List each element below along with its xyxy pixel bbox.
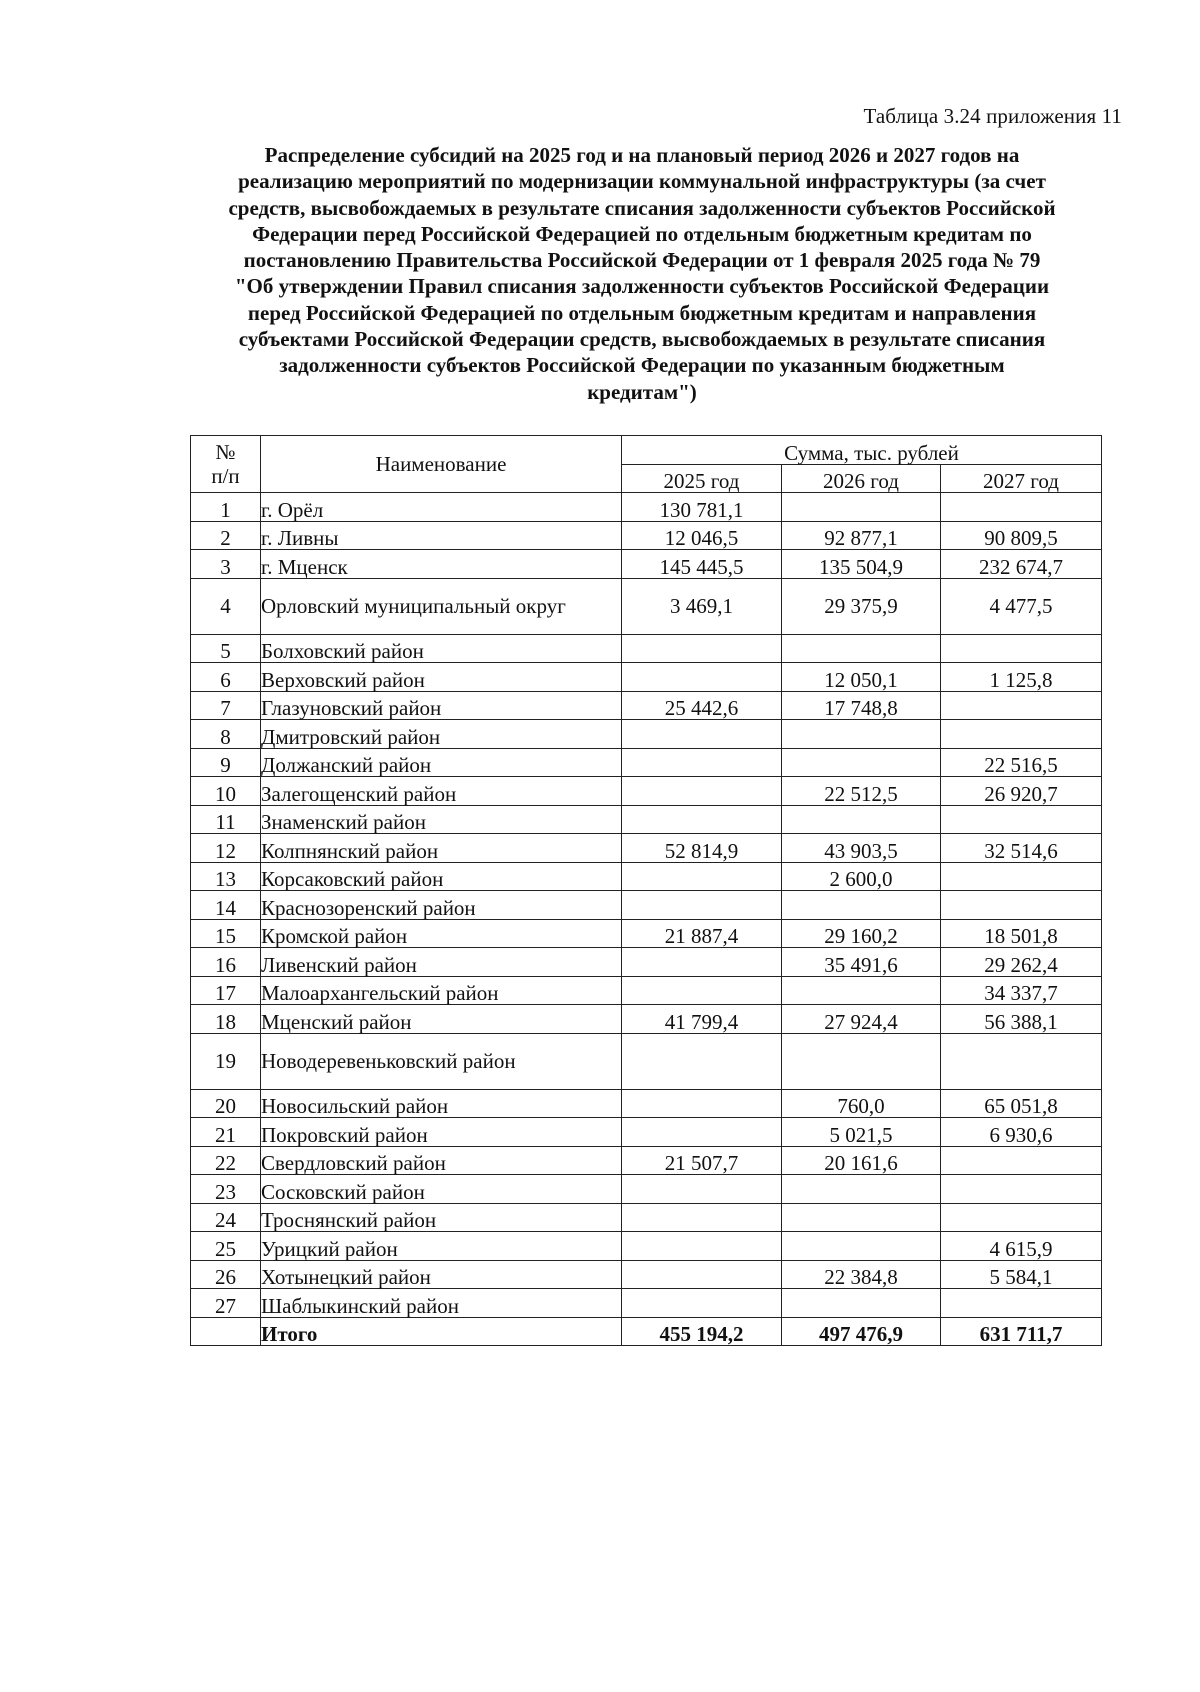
table-body (191, 493, 1102, 1318)
row-value-2026 (782, 1289, 941, 1318)
table-row (191, 948, 1102, 977)
row-value-2025: 130 781,1 (622, 493, 782, 522)
table-row (191, 521, 1102, 550)
row-name: Хотынецкий район (261, 1260, 622, 1289)
row-number: 5 (191, 634, 261, 663)
title-line: средств, высвобождаемых в результате списания задолженности субъектов Российской (228, 195, 1056, 220)
title-line: Федерации перед Российской Федерацией по отдельным бюджетным кредитам по (252, 221, 1032, 246)
row-name: г. Ливны (261, 521, 622, 550)
row-value-2027: 34 337,7 (941, 976, 1102, 1005)
title-line: задолженности субъектов Российской Федерации по указанным бюджетным (279, 353, 1005, 378)
row-name: Орловский муниципальный округ (261, 578, 622, 634)
row-value-2027 (941, 1289, 1102, 1318)
total-label: Итого (261, 1317, 622, 1346)
row-number: 4 (191, 578, 261, 634)
row-value-2027 (941, 862, 1102, 891)
row-number: 11 (191, 805, 261, 834)
row-value-2026 (782, 493, 941, 522)
row-number: 6 (191, 663, 261, 692)
row-value-2026 (782, 634, 941, 663)
table-row (191, 1203, 1102, 1232)
table-row (191, 919, 1102, 948)
row-value-2025 (622, 1033, 782, 1089)
row-number: 24 (191, 1203, 261, 1232)
row-number: 12 (191, 834, 261, 863)
row-value-2025: 12 046,5 (622, 521, 782, 550)
row-value-2027: 5 584,1 (941, 1260, 1102, 1289)
row-name: Болховский район (261, 634, 622, 663)
total-2026: 497 476,9 (782, 1317, 941, 1346)
table-header-row (191, 436, 1102, 465)
row-value-2025: 21 887,4 (622, 919, 782, 948)
row-name: Мценский район (261, 1005, 622, 1034)
row-value-2025: 52 814,9 (622, 834, 782, 863)
row-value-2027: 90 809,5 (941, 521, 1102, 550)
row-name: Должанский район (261, 748, 622, 777)
row-number: 22 (191, 1146, 261, 1175)
title-line: "Об утверждении Правил списания задолженности субъектов Российской Федерации (234, 274, 1050, 299)
row-value-2026: 29 160,2 (782, 919, 941, 948)
row-value-2026 (782, 805, 941, 834)
row-number: 25 (191, 1232, 261, 1261)
row-value-2027 (941, 1175, 1102, 1204)
row-value-2025 (622, 1089, 782, 1118)
row-name: г. Мценск (261, 550, 622, 579)
row-value-2025: 41 799,4 (622, 1005, 782, 1034)
table-row (191, 1260, 1102, 1289)
table-row (191, 550, 1102, 579)
row-value-2026: 22 512,5 (782, 777, 941, 806)
row-value-2025 (622, 862, 782, 891)
row-name: Колпнянский район (261, 834, 622, 863)
row-value-2027: 1 125,8 (941, 663, 1102, 692)
table-row (191, 634, 1102, 663)
row-value-2027: 4 477,5 (941, 578, 1102, 634)
row-value-2027 (941, 1203, 1102, 1232)
row-value-2026: 43 903,5 (782, 834, 941, 863)
table-row (191, 1175, 1102, 1204)
row-name: Шаблыкинский район (261, 1289, 622, 1318)
row-name: Троснянский район (261, 1203, 622, 1232)
row-number: 15 (191, 919, 261, 948)
row-name: г. Орёл (261, 493, 622, 522)
row-value-2025 (622, 976, 782, 1005)
row-value-2026: 20 161,6 (782, 1146, 941, 1175)
table-row (191, 720, 1102, 749)
row-value-2025 (622, 948, 782, 977)
row-number: 20 (191, 1089, 261, 1118)
table-row (191, 1118, 1102, 1147)
row-value-2025 (622, 748, 782, 777)
row-value-2027: 29 262,4 (941, 948, 1102, 977)
table-row (191, 1289, 1102, 1318)
row-value-2026: 29 375,9 (782, 578, 941, 634)
row-value-2027: 65 051,8 (941, 1089, 1102, 1118)
row-value-2025 (622, 1289, 782, 1318)
row-number: 16 (191, 948, 261, 977)
row-name: Малоархангельский район (261, 976, 622, 1005)
row-value-2027 (941, 634, 1102, 663)
header-number (191, 436, 261, 493)
document-title (172, 142, 1112, 405)
row-name: Знаменский район (261, 805, 622, 834)
row-value-2025: 3 469,1 (622, 578, 782, 634)
total-number-cell (191, 1317, 261, 1346)
row-value-2027: 6 930,6 (941, 1118, 1102, 1147)
row-value-2026: 12 050,1 (782, 663, 941, 692)
table-row (191, 1089, 1102, 1118)
table-row (191, 1005, 1102, 1034)
row-value-2026: 22 384,8 (782, 1260, 941, 1289)
table-row (191, 862, 1102, 891)
row-number: 17 (191, 976, 261, 1005)
row-value-2026 (782, 1175, 941, 1204)
header-number-abbrev: п/п (211, 464, 240, 488)
row-value-2027: 232 674,7 (941, 550, 1102, 579)
row-value-2026 (782, 1033, 941, 1089)
row-number: 27 (191, 1289, 261, 1318)
row-number: 14 (191, 891, 261, 920)
row-value-2027: 22 516,5 (941, 748, 1102, 777)
row-value-2026: 760,0 (782, 1089, 941, 1118)
table-row (191, 834, 1102, 863)
row-name: Покровский район (261, 1118, 622, 1147)
row-value-2027 (941, 1146, 1102, 1175)
row-value-2025: 21 507,7 (622, 1146, 782, 1175)
row-value-2025 (622, 1203, 782, 1232)
row-number: 23 (191, 1175, 261, 1204)
row-number: 1 (191, 493, 261, 522)
row-value-2027: 32 514,6 (941, 834, 1102, 863)
row-value-2027 (941, 805, 1102, 834)
row-number: 3 (191, 550, 261, 579)
row-number: 19 (191, 1033, 261, 1089)
row-name: Свердловский район (261, 1146, 622, 1175)
header-number-symbol: № (215, 440, 236, 464)
row-value-2026 (782, 1232, 941, 1261)
row-value-2027 (941, 493, 1102, 522)
row-value-2025: 145 445,5 (622, 550, 782, 579)
title-line: реализацию мероприятий по модернизации коммунальной инфраструктуры (за счет (238, 169, 1046, 194)
table-row (191, 1146, 1102, 1175)
row-value-2025: 25 442,6 (622, 691, 782, 720)
table-row (191, 891, 1102, 920)
table-row (191, 777, 1102, 806)
row-name: Урицкий район (261, 1232, 622, 1261)
table-reference: Таблица 3.24 приложения 11 (863, 104, 1122, 128)
table-row (191, 805, 1102, 834)
title-line: кредитам") (587, 379, 697, 404)
row-number: 10 (191, 777, 261, 806)
row-value-2026 (782, 748, 941, 777)
table-row (191, 493, 1102, 522)
row-number: 26 (191, 1260, 261, 1289)
row-name: Глазуновский район (261, 691, 622, 720)
row-number: 18 (191, 1005, 261, 1034)
header-name: Наименование (261, 436, 622, 493)
table-row (191, 748, 1102, 777)
header-year-2026: 2026 год (782, 464, 941, 493)
row-value-2025 (622, 720, 782, 749)
row-value-2025 (622, 634, 782, 663)
row-value-2025 (622, 1175, 782, 1204)
header-sum: Сумма, тыс. рублей (622, 436, 1102, 465)
row-value-2026: 17 748,8 (782, 691, 941, 720)
title-line: субъектами Российской Федерации средств, высвобождаемых в результате списания (238, 327, 1046, 352)
row-name: Кромской район (261, 919, 622, 948)
row-number: 9 (191, 748, 261, 777)
row-number: 21 (191, 1118, 261, 1147)
row-value-2027: 56 388,1 (941, 1005, 1102, 1034)
title-line: постановлению Правительства Российской Федерации от 1 февраля 2025 года № 79 (243, 248, 1041, 273)
row-value-2025 (622, 891, 782, 920)
row-value-2026: 27 924,4 (782, 1005, 941, 1034)
row-name: Верховский район (261, 663, 622, 692)
row-name: Залегощенский район (261, 777, 622, 806)
table-row (191, 976, 1102, 1005)
row-name: Краснозоренский район (261, 891, 622, 920)
row-value-2026: 135 504,9 (782, 550, 941, 579)
row-value-2027 (941, 691, 1102, 720)
row-value-2025 (622, 1118, 782, 1147)
table-total-row (191, 1317, 1102, 1346)
table-row (191, 663, 1102, 692)
table-row (191, 1232, 1102, 1261)
row-name: Дмитровский район (261, 720, 622, 749)
row-value-2026: 35 491,6 (782, 948, 941, 977)
row-name: Новосильский район (261, 1089, 622, 1118)
row-value-2026 (782, 976, 941, 1005)
row-value-2026 (782, 1203, 941, 1232)
row-number: 2 (191, 521, 261, 550)
row-value-2026: 2 600,0 (782, 862, 941, 891)
table-row (191, 578, 1102, 634)
row-value-2027 (941, 720, 1102, 749)
row-value-2026: 92 877,1 (782, 521, 941, 550)
row-number: 7 (191, 691, 261, 720)
row-name: Новодеревеньковский район (261, 1033, 622, 1089)
row-value-2025 (622, 1232, 782, 1261)
table-row (191, 691, 1102, 720)
row-value-2027: 26 920,7 (941, 777, 1102, 806)
header-year-2027: 2027 год (941, 464, 1102, 493)
row-number: 8 (191, 720, 261, 749)
row-value-2027: 18 501,8 (941, 919, 1102, 948)
row-value-2025 (622, 663, 782, 692)
row-value-2025 (622, 1260, 782, 1289)
subsidy-table (190, 435, 1102, 1346)
row-name: Ливенский район (261, 948, 622, 977)
row-value-2025 (622, 777, 782, 806)
row-value-2026: 5 021,5 (782, 1118, 941, 1147)
header-year-2025: 2025 год (622, 464, 782, 493)
row-value-2026 (782, 720, 941, 749)
total-2025: 455 194,2 (622, 1317, 782, 1346)
row-value-2027 (941, 1033, 1102, 1089)
table-row (191, 1033, 1102, 1089)
title-line: перед Российской Федерацией по отдельным бюджетным кредитам и направления (247, 300, 1037, 325)
row-number: 13 (191, 862, 261, 891)
row-value-2025 (622, 805, 782, 834)
row-value-2026 (782, 891, 941, 920)
title-line: Распределение субсидий на 2025 год и на плановый период 2026 и 2027 годов на (264, 143, 1020, 167)
row-value-2027: 4 615,9 (941, 1232, 1102, 1261)
row-name: Корсаковский район (261, 862, 622, 891)
row-value-2027 (941, 891, 1102, 920)
row-name: Сосковский район (261, 1175, 622, 1204)
total-2027: 631 711,7 (941, 1317, 1102, 1346)
